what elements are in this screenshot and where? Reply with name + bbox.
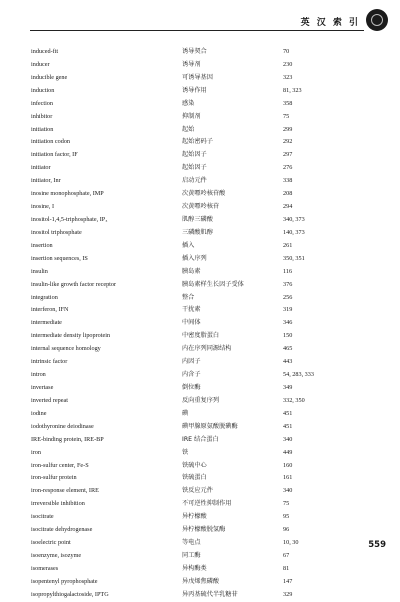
- index-pages: 449: [283, 448, 293, 456]
- index-term: inducible gene: [31, 73, 68, 81]
- index-term: isomerases: [31, 564, 59, 572]
- index-pages: 332, 350: [283, 396, 305, 404]
- index-entry: [0, 292, 400, 305]
- index-entry: [0, 563, 400, 576]
- index-term: intron: [31, 371, 46, 379]
- index-entry: [0, 304, 400, 317]
- index-term-chinese: 铁: [182, 448, 189, 456]
- index-pages: 329: [283, 590, 293, 598]
- index-pages: 451: [283, 422, 293, 430]
- index-pages: 297: [283, 151, 293, 159]
- index-entry: [0, 330, 400, 343]
- index-term: irreversible inhibition: [31, 500, 85, 508]
- index-pages: 299: [283, 125, 293, 133]
- index-term-chinese: 异柠檬酸脱氢酶: [182, 526, 226, 534]
- index-term: iron-sulfur center, Fe-S: [31, 461, 89, 469]
- page-number: 559: [368, 540, 386, 550]
- index-term: integration: [31, 293, 58, 301]
- running-header: [0, 0, 400, 32]
- index-entry: [0, 98, 400, 111]
- index-term: inosine, I: [31, 203, 55, 211]
- index-entry: [0, 279, 400, 292]
- index-entry: [0, 550, 400, 563]
- index-entry: [0, 188, 400, 201]
- index-term: isopropylthiogalactoside, IPTG: [31, 590, 109, 598]
- index-pages: 67: [283, 551, 290, 559]
- index-pages: 140, 373: [283, 228, 305, 236]
- index-term-chinese: 插入序列: [182, 254, 207, 262]
- index-entry: [0, 136, 400, 149]
- index-term: iron-response element, IRE: [31, 487, 99, 495]
- index-pages: 465: [283, 345, 293, 353]
- index-term: inosine monophosphate, IMP: [31, 190, 104, 198]
- index-pages: 349: [283, 383, 293, 391]
- index-pages: 150: [283, 332, 293, 340]
- index-entry: [0, 421, 400, 434]
- index-entry: [0, 447, 400, 460]
- index-entry: [0, 537, 400, 550]
- index-term-chinese: 诱导契合: [182, 48, 207, 55]
- index-pages: 340, 373: [283, 215, 305, 223]
- index-term-chinese: 内含子: [182, 371, 201, 379]
- index-entry: [0, 175, 400, 188]
- index-term-chinese: 异丙基硫代半乳糖苷: [182, 590, 238, 598]
- index-term: iron-sulfur protein: [31, 474, 77, 482]
- index-pages: 338: [283, 177, 293, 185]
- index-term-chinese: 起始: [182, 125, 195, 133]
- index-term-chinese: 同工酶: [182, 551, 201, 559]
- index-pages: 75: [283, 112, 290, 120]
- index-entry: [0, 72, 400, 85]
- index-entry: [0, 317, 400, 330]
- index-pages: 161: [283, 474, 293, 482]
- index-pages: 208: [283, 190, 293, 198]
- index-term: insulin: [31, 267, 48, 275]
- index-pages: 340: [283, 487, 293, 495]
- index-term-chinese: 胰岛素样生长因子受体: [182, 280, 244, 288]
- index-term-chinese: 倒位酶: [182, 383, 201, 391]
- index-term-chinese: 等电点: [182, 539, 201, 547]
- index-term: interferon, IFN: [31, 306, 69, 314]
- index-term-chinese: 内在序列同源结构: [182, 345, 232, 353]
- index-pages: 230: [283, 60, 293, 68]
- index-term: inhibitor: [31, 112, 53, 120]
- index-pages: 276: [283, 164, 293, 172]
- index-term: iron: [31, 448, 41, 456]
- index-pages: 292: [283, 138, 293, 146]
- index-entry: [0, 498, 400, 511]
- index-pages: 294: [283, 203, 293, 211]
- index-term: intrinsic factor: [31, 358, 68, 366]
- index-entry: [0, 343, 400, 356]
- index-term: intermediate density lipoprotein: [31, 332, 111, 340]
- index-entry: [0, 266, 400, 279]
- index-entry: [0, 408, 400, 421]
- index-entry: [0, 124, 400, 137]
- index-term-chinese: 不可逆性抑制作用: [182, 500, 232, 508]
- index-term-chinese: 插入: [182, 241, 195, 249]
- index-pages: 116: [283, 267, 293, 275]
- index-term-chinese: 起始因子: [182, 164, 207, 172]
- index-term: initiator, Inr: [31, 177, 61, 185]
- index-entry: [0, 460, 400, 473]
- index-term-chinese: 反向重复序列: [182, 396, 220, 404]
- index-term: induced-fit: [31, 48, 59, 55]
- index-list: [0, 46, 400, 602]
- index-term: intermediate: [31, 319, 62, 327]
- index-pages: 319: [283, 306, 293, 314]
- index-pages: 147: [283, 577, 293, 585]
- index-term-chinese: 铁反应元件: [182, 487, 213, 495]
- index-term-chinese: 胰岛素: [182, 267, 201, 275]
- index-term-chinese: 碘: [182, 409, 189, 417]
- index-term-chinese: 铁硫中心: [182, 461, 207, 469]
- index-term-chinese: IRE 结合蛋白: [182, 435, 219, 443]
- index-pages: 261: [283, 241, 293, 249]
- index-entry: [0, 46, 400, 59]
- index-term-chinese: 起始密码子: [182, 138, 213, 146]
- index-term-chinese: 启动元件: [182, 177, 207, 185]
- index-term-chinese: 异戊烯焦磷酸: [182, 577, 220, 585]
- index-entry: [0, 214, 400, 227]
- index-pages: 54, 283, 333: [283, 371, 314, 379]
- index-term: isocitrate: [31, 513, 54, 521]
- index-pages: 10, 30: [283, 539, 299, 547]
- index-pages: 340: [283, 435, 293, 443]
- index-entry: [0, 576, 400, 589]
- index-pages: 95: [283, 513, 290, 521]
- index-term-chinese: 异柠檬酸: [182, 513, 207, 521]
- index-entry: [0, 356, 400, 369]
- index-term-chinese: 肌醇三磷酸: [182, 215, 213, 223]
- index-entry: [0, 511, 400, 524]
- index-entry: [0, 85, 400, 98]
- index-term-chinese: 诱导剂: [182, 60, 201, 68]
- index-term-chinese: 中密度脂蛋白: [182, 332, 220, 340]
- index-term: isoenzyme, isozyme: [31, 551, 82, 559]
- index-entry: [0, 227, 400, 240]
- index-term: isopentenyl pyrophosphate: [31, 577, 98, 585]
- index-pages: 160: [283, 461, 293, 469]
- index-term-chinese: 诱导作用: [182, 86, 207, 94]
- index-term-chinese: 异构酶类: [182, 564, 207, 572]
- index-pages: 376: [283, 280, 293, 288]
- index-term-chinese: 起始因子: [182, 151, 207, 159]
- index-term-chinese: 铁硫蛋白: [182, 474, 207, 482]
- index-term: initiation factor, IF: [31, 151, 78, 159]
- index-pages: 70: [283, 48, 290, 55]
- index-pages: 358: [283, 99, 293, 107]
- index-term-chinese: 碘甲腺原氨酸脱碘酶: [182, 422, 238, 430]
- index-pages: 323: [283, 73, 293, 81]
- index-term: iodothyronine deiodinase: [31, 422, 94, 430]
- index-term-chinese: 干扰素: [182, 306, 201, 314]
- index-entry: [0, 472, 400, 485]
- index-entry: [0, 162, 400, 175]
- index-entry: [0, 395, 400, 408]
- index-term: insertion: [31, 241, 53, 249]
- running-header-title: 英 汉 索 引: [300, 18, 360, 28]
- index-term: induction: [31, 86, 55, 94]
- index-entry: [0, 111, 400, 124]
- index-entry: [0, 382, 400, 395]
- index-pages: 81, 323: [283, 86, 302, 94]
- index-pages: 451: [283, 409, 293, 417]
- index-term: internal sequence homology: [31, 345, 101, 353]
- index-term-chinese: 次黄嘌呤核苷酸: [182, 190, 226, 198]
- index-term: IRE-binding protein, IRE-BP: [31, 435, 104, 443]
- index-entry: [0, 589, 400, 602]
- index-term: insulin-like growth factor receptor: [31, 280, 117, 288]
- index-term: inositol-1,4,5-triphosphate, IP₃: [31, 215, 108, 223]
- index-pages: 81: [283, 564, 290, 572]
- index-term-chinese: 感染: [182, 99, 195, 107]
- index-term: iodine: [31, 409, 47, 417]
- index-term-chinese: 可诱导基因: [182, 73, 213, 81]
- index-term-chinese: 内因子: [182, 358, 201, 366]
- book-logo-icon: [366, 9, 388, 31]
- index-term-chinese: 中间体: [182, 319, 201, 327]
- index-entry: [0, 149, 400, 162]
- index-entry: [0, 485, 400, 498]
- index-pages: 350, 351: [283, 254, 305, 262]
- index-pages: 75: [283, 500, 290, 508]
- index-entry: [0, 201, 400, 214]
- index-term: isocitrate dehydrogenase: [31, 526, 93, 534]
- index-entry: [0, 369, 400, 382]
- index-term: initiation codon: [31, 138, 71, 146]
- index-term: initiation: [31, 125, 54, 133]
- index-term: initiator: [31, 164, 51, 172]
- header-rule: [30, 30, 364, 31]
- index-pages: 256: [283, 293, 293, 301]
- index-term-chinese: 三磷酸肌醇: [182, 228, 213, 236]
- index-pages: 443: [283, 358, 293, 366]
- index-term: inverted repeat: [31, 396, 68, 404]
- index-entry: [0, 524, 400, 537]
- index-pages: 346: [283, 319, 293, 327]
- index-term: insertion sequences, IS: [31, 254, 88, 262]
- index-term-chinese: 整合: [182, 293, 195, 301]
- index-term: invertase: [31, 383, 54, 391]
- index-term-chinese: 次黄嘌呤核苷: [182, 203, 220, 211]
- index-entry: [0, 240, 400, 253]
- index-entry: [0, 434, 400, 447]
- index-term: isoelectric point: [31, 539, 71, 547]
- index-term-chinese: 抑制剂: [182, 112, 201, 120]
- index-entry: [0, 253, 400, 266]
- index-term: inducer: [31, 60, 50, 68]
- index-term: infection: [31, 99, 53, 107]
- index-pages: 96: [283, 526, 290, 534]
- index-entry: [0, 59, 400, 72]
- index-term: inositol triphosphate: [31, 228, 82, 236]
